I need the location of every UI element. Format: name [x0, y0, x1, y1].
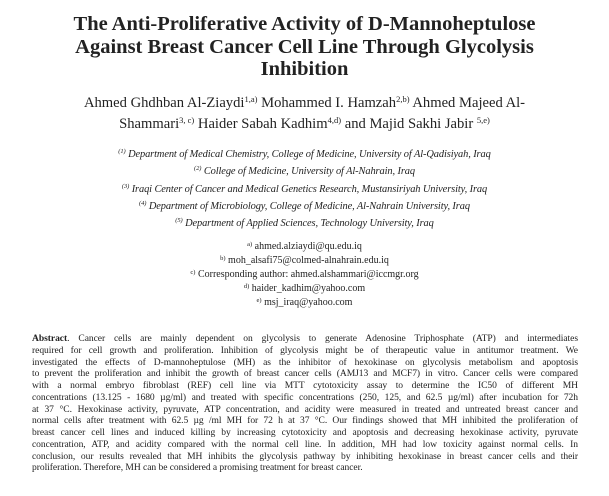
email-mark: d) — [243, 283, 250, 290]
author-name: Mohammed I. Hamzah — [261, 95, 397, 111]
author-line — [30, 93, 579, 114]
email-mark: c) — [190, 269, 196, 276]
abstract-line: breast cancer cell lines and induced killing by increasing cytotoxicity and apoptosis and decreasing hexokinase activity, pyruvate — [32, 427, 578, 438]
abstract — [32, 333, 578, 474]
affiliation — [0, 146, 609, 163]
affiliation — [0, 198, 609, 215]
affiliation-text: Department of Microbiology, College of Medicine, Al-Nahrain University, Iraq — [148, 200, 470, 212]
email-link[interactable]: moh_alsafi75@colmed-alnahrain.edu.iq — [228, 255, 389, 266]
affiliation-text: College of Medicine, University of Al-Nahrain, Iraq — [203, 166, 415, 178]
author-name: Ahmed Majeed Al- — [412, 95, 526, 111]
affiliation-text: Department of Medical Chemistry, College of Medicine, University of Al-Qadisiyah, Iraq — [128, 149, 491, 160]
abstract-line: proliferation. Therefore, MH can be considered a promising treatment for breast cancer. — [32, 462, 363, 474]
email-mark: a) — [247, 241, 253, 248]
affiliation-text: Department of Applied Sciences, Technology University, Iraq — [185, 218, 434, 230]
abstract-line: conclusion, our results revealed that MH inhibits the glycolysis pathway by inhibiting hexokinase in breast cancer cells and their — [32, 450, 578, 462]
title-line: The Anti-Proliferative Activity of D-Mannoheptulose — [73, 13, 536, 35]
author-name: Ahmed Ghdhban Al-Ziaydi — [83, 95, 245, 111]
abstract-line: at 37 °C. Hexokinase activity, pyruvate, ATP concentration, and acidity were measured in treated and untreated breast cancer and — [32, 403, 578, 415]
title-line: Against Breast Cancer Cell Line Through Glycolysis — [75, 35, 534, 58]
author-name: Shammari — [119, 116, 180, 132]
email-entry — [0, 240, 609, 254]
abstract-line: to prevent the proliferation and inhibit the growth of breast cancer cells (AMJ13 and MCF7) in vitro. Cancer cells were compared — [32, 368, 578, 380]
email-link[interactable]: ahmed.alziaydi@qu.edu.iq — [254, 241, 362, 252]
affiliation-number: (2) — [194, 165, 202, 173]
abstract-line — [32, 333, 578, 345]
abstract-label: Abstract — [32, 333, 68, 344]
email-entry — [0, 296, 609, 310]
affiliation-number: (1) — [118, 148, 126, 155]
affiliation-number: (3) — [121, 182, 130, 190]
affiliation-number: (4) — [139, 199, 147, 207]
email-link[interactable]: haider_kadhim@yahoo.com — [251, 283, 366, 294]
author-list — [30, 93, 579, 135]
affiliation-text: Iraqi Center of Cancer and Medical Genetics Research, Mustansiriyah University, Iraq — [131, 183, 488, 195]
author-line — [30, 114, 579, 135]
affiliation — [0, 181, 609, 198]
author-affiliation-mark: 2,b) — [396, 94, 410, 104]
abstract-line: investigated the effects of D-mannoheptulose (MH) as the inhibitor of hexokinase on glycolysis metabolism and apoptosis — [32, 356, 578, 368]
title-line: Inhibition — [260, 58, 349, 80]
email-link[interactable]: Corresponding author: ahmed.alshammari@iccmgr.org — [197, 269, 419, 280]
abstract-line: concentrations (13.125 - 1680 µg/ml) and treated with specific concentrations (250, 125, and 62.5 µg/ml) after incubation for 72h — [32, 391, 578, 403]
email-entry — [0, 268, 609, 282]
paper-title — [0, 13, 609, 81]
affiliation — [0, 163, 609, 180]
affiliation-list — [0, 146, 609, 232]
abstract-text: . Cancer cells are mainly dependent on glycolysis to generate Adenosine Triphosphate (ATP) and intermediates — [67, 333, 578, 344]
abstract-line: concentration, ATP, and acidity compared with the normal cell line. In addition, MH had low toxicity against normal cells. In — [32, 438, 578, 450]
email-list — [0, 240, 609, 310]
affiliation-number: (5) — [175, 217, 183, 225]
author-name: and Majid Sakhi Jabir — [344, 116, 474, 132]
author-affiliation-mark: 4,d) — [327, 115, 342, 125]
abstract-line: with a normal embryo fibroblast (REF) cell line via MTT cytotoxicity assay to determine the IC50 of different MH — [32, 380, 578, 391]
author-affiliation-mark: 1,a) — [244, 94, 258, 104]
email-mark: b) — [220, 255, 226, 262]
email-link[interactable]: msj_iraq@yahoo.com — [264, 297, 353, 308]
email-entry — [0, 254, 609, 268]
author-affiliation-mark: 5,e) — [476, 115, 490, 125]
author-name: Haider Sabah Kadhim — [197, 116, 328, 132]
abstract-line: required for cell growth and proliferation. Inhibition of glycolysis might be of therapeutic value in antitumor treatment. We — [32, 344, 578, 356]
email-mark: e) — [256, 297, 262, 304]
email-entry — [0, 282, 609, 296]
affiliation — [0, 215, 609, 232]
abstract-line: normal cells after treatment with 62.5 µg /ml MH for 72 h at 37 °C. Our findings showed that MH inhibited the proliferation of — [32, 415, 578, 427]
author-affiliation-mark: 3, c) — [179, 115, 195, 125]
